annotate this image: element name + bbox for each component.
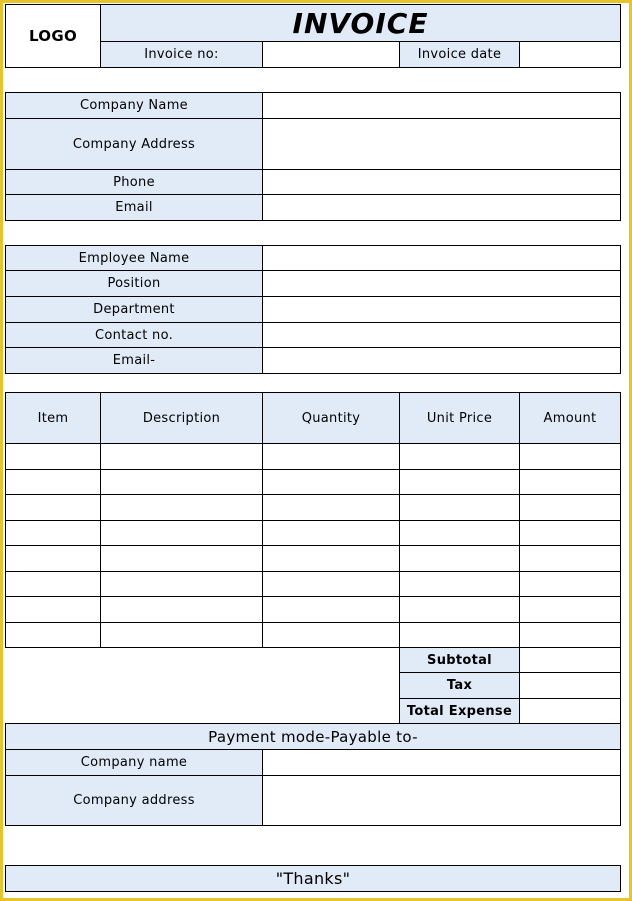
company-name-field[interactable] bbox=[262, 92, 621, 119]
payment-company-address-field[interactable] bbox=[262, 775, 621, 826]
table-cell-item[interactable] bbox=[5, 520, 101, 546]
invoice-date-label: Invoice date bbox=[399, 41, 520, 68]
phone-label: Phone bbox=[5, 169, 263, 195]
tax-label: Tax bbox=[399, 672, 520, 699]
employee-email-field[interactable] bbox=[262, 347, 621, 374]
table-cell-unit-price[interactable] bbox=[399, 596, 520, 623]
invoice-title: INVOICE bbox=[100, 4, 621, 42]
table-cell-quantity[interactable] bbox=[262, 520, 400, 546]
table-cell-quantity[interactable] bbox=[262, 596, 400, 623]
table-cell-amount[interactable] bbox=[519, 622, 621, 648]
table-cell-item[interactable] bbox=[5, 469, 101, 495]
table-cell-amount[interactable] bbox=[519, 469, 621, 495]
subtotal-label: Subtotal bbox=[399, 647, 520, 673]
phone-field[interactable] bbox=[262, 169, 621, 195]
table-cell-unit-price[interactable] bbox=[399, 443, 520, 470]
column-header-unit-price: Unit Price bbox=[399, 392, 520, 444]
logo: LOGO bbox=[5, 4, 101, 68]
company-name-label: Company Name bbox=[5, 92, 263, 119]
table-cell-description[interactable] bbox=[100, 545, 263, 572]
invoice-no-field[interactable] bbox=[262, 41, 400, 68]
total-expense-field[interactable] bbox=[519, 698, 621, 724]
position-field[interactable] bbox=[262, 270, 621, 297]
table-cell-item[interactable] bbox=[5, 545, 101, 572]
contact-no-field[interactable] bbox=[262, 322, 621, 348]
payment-company-name-label: Company name bbox=[5, 749, 263, 776]
table-cell-quantity[interactable] bbox=[262, 443, 400, 470]
department-label: Department bbox=[5, 296, 263, 323]
table-cell-unit-price[interactable] bbox=[399, 494, 520, 521]
table-cell-item[interactable] bbox=[5, 622, 101, 648]
table-cell-unit-price[interactable] bbox=[399, 622, 520, 648]
table-cell-description[interactable] bbox=[100, 520, 263, 546]
company-address-label: Company Address bbox=[5, 118, 263, 170]
email-label: Email bbox=[5, 194, 263, 221]
table-cell-quantity[interactable] bbox=[262, 622, 400, 648]
employee-email-label: Email- bbox=[5, 347, 263, 374]
total-expense-label: Total Expense bbox=[399, 698, 520, 724]
table-cell-unit-price[interactable] bbox=[399, 520, 520, 546]
tax-field[interactable] bbox=[519, 672, 621, 699]
employee-name-label: Employee Name bbox=[5, 245, 263, 271]
table-cell-quantity[interactable] bbox=[262, 469, 400, 495]
table-cell-description[interactable] bbox=[100, 596, 263, 623]
table-cell-item[interactable] bbox=[5, 571, 101, 597]
table-cell-description[interactable] bbox=[100, 443, 263, 470]
employee-name-field[interactable] bbox=[262, 245, 621, 271]
table-cell-quantity[interactable] bbox=[262, 571, 400, 597]
table-cell-amount[interactable] bbox=[519, 571, 621, 597]
column-header-quantity: Quantity bbox=[262, 392, 400, 444]
department-field[interactable] bbox=[262, 296, 621, 323]
table-cell-description[interactable] bbox=[100, 469, 263, 495]
email-field[interactable] bbox=[262, 194, 621, 221]
column-header-amount: Amount bbox=[519, 392, 621, 444]
table-cell-item[interactable] bbox=[5, 494, 101, 521]
contact-no-label: Contact no. bbox=[5, 322, 263, 348]
table-cell-quantity[interactable] bbox=[262, 545, 400, 572]
table-cell-description[interactable] bbox=[100, 571, 263, 597]
column-header-description: Description bbox=[100, 392, 263, 444]
table-cell-unit-price[interactable] bbox=[399, 545, 520, 572]
payment-company-name-field[interactable] bbox=[262, 749, 621, 776]
table-cell-item[interactable] bbox=[5, 596, 101, 623]
payment-company-address-label: Company address bbox=[5, 775, 263, 826]
invoice-no-label: Invoice no: bbox=[100, 41, 263, 68]
subtotal-field[interactable] bbox=[519, 647, 621, 673]
table-cell-unit-price[interactable] bbox=[399, 571, 520, 597]
thanks-banner: "Thanks" bbox=[5, 865, 621, 892]
table-cell-amount[interactable] bbox=[519, 520, 621, 546]
table-cell-quantity[interactable] bbox=[262, 494, 400, 521]
table-cell-description[interactable] bbox=[100, 622, 263, 648]
table-cell-amount[interactable] bbox=[519, 596, 621, 623]
company-address-field[interactable] bbox=[262, 118, 621, 170]
table-cell-unit-price[interactable] bbox=[399, 469, 520, 495]
invoice-date-field[interactable] bbox=[519, 41, 621, 68]
table-cell-amount[interactable] bbox=[519, 443, 621, 470]
payment-header: Payment mode-Payable to- bbox=[5, 723, 621, 750]
table-cell-description[interactable] bbox=[100, 494, 263, 521]
column-header-item: Item bbox=[5, 392, 101, 444]
table-cell-amount[interactable] bbox=[519, 545, 621, 572]
table-cell-item[interactable] bbox=[5, 443, 101, 470]
position-label: Position bbox=[5, 270, 263, 297]
table-cell-amount[interactable] bbox=[519, 494, 621, 521]
